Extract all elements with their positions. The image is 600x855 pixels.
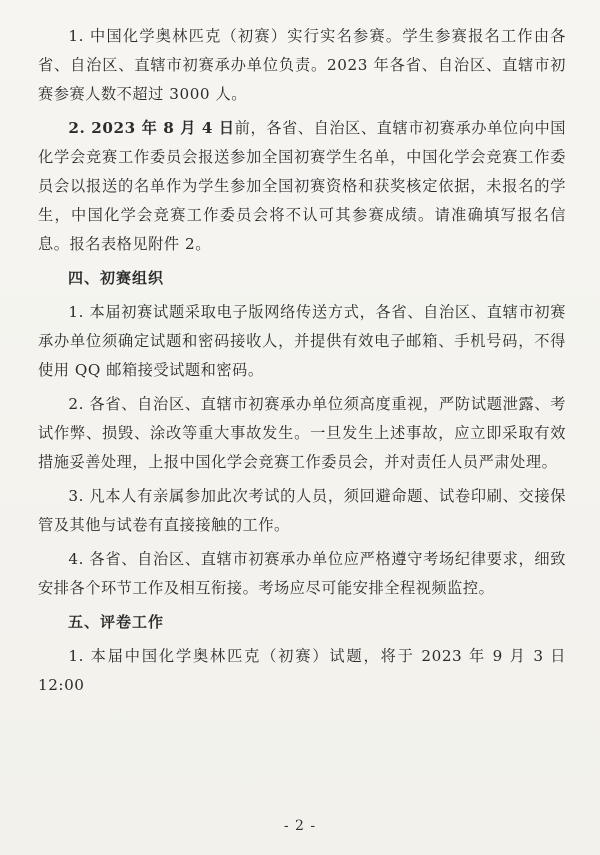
paragraph-organization-2 [38, 390, 566, 477]
paragraph-text: 2. 各省、自治区、直辖市初赛承办单位须高度重视，严防试题泄露、考试作弊、损毁、涂改等重大事故发生。一旦发生上述事故，应立即采取有效措施妥善处理，上报中国化学会竞赛工作委员会，并对责任人员严肃处理。 [38, 395, 566, 471]
paragraph-text: 3. 凡本人有亲属参加此次考试的人员，须回避命题、试卷印刷、交接保管及其他与试卷有直接接触的工作。 [38, 487, 566, 534]
paragraph-registration-1 [38, 22, 566, 109]
page-number: - 2 - [283, 818, 317, 834]
paragraph-text: 前，各省、自治区、直辖市初赛承办单位向中国化学会竞赛工作委员会报送参加全国初赛学生名单，中国化学会竞赛工作委员会以报送的名单作为学生参加全国初赛资格和获奖核定依据，未报名的学生，中国化学会竞赛工作委员会将不认可其参赛成绩。请准确填写报名信息。报名表格见附件 2。 [38, 119, 566, 253]
paragraph-grading-1 [38, 642, 566, 700]
section-heading-organization: 四、初赛组织 [68, 269, 165, 287]
paragraph-organization-3 [38, 482, 566, 540]
paragraph-organization-1 [38, 298, 566, 385]
paragraph-lead-date: 2. 2023 年 8 月 4 日 [68, 119, 235, 137]
paragraph-text: 1. 本届中国化学奥林匹克（初赛）试题，将于 2023 年 9 月 3 日 12:00 [38, 647, 566, 694]
paragraph-text: 1. 本届初赛试题采取电子版网络传送方式，各省、自治区、直辖市初赛承办单位须确定试题和密码接收人，并提供有效电子邮箱、手机号码，不得使用 QQ 邮箱接受试题和密码。 [38, 303, 566, 379]
paragraph-text: 1. 中国化学奥林匹克（初赛）实行实名参赛。学生参赛报名工作由各省、自治区、直辖市初赛承办单位负责。2023 年各省、自治区、直辖市初赛参赛人数不超过 3000 人。 [38, 27, 566, 103]
section-heading-grading: 五、评卷工作 [68, 613, 165, 631]
document-body [38, 22, 566, 705]
paragraph-organization-4 [38, 545, 566, 603]
paragraph-registration-2 [38, 114, 566, 259]
paragraph-text: 4. 各省、自治区、直辖市初赛承办单位应严格遵守考场纪律要求，细致安排各个环节工作及相互衔接。考场应尽可能安排全程视频监控。 [38, 550, 566, 597]
